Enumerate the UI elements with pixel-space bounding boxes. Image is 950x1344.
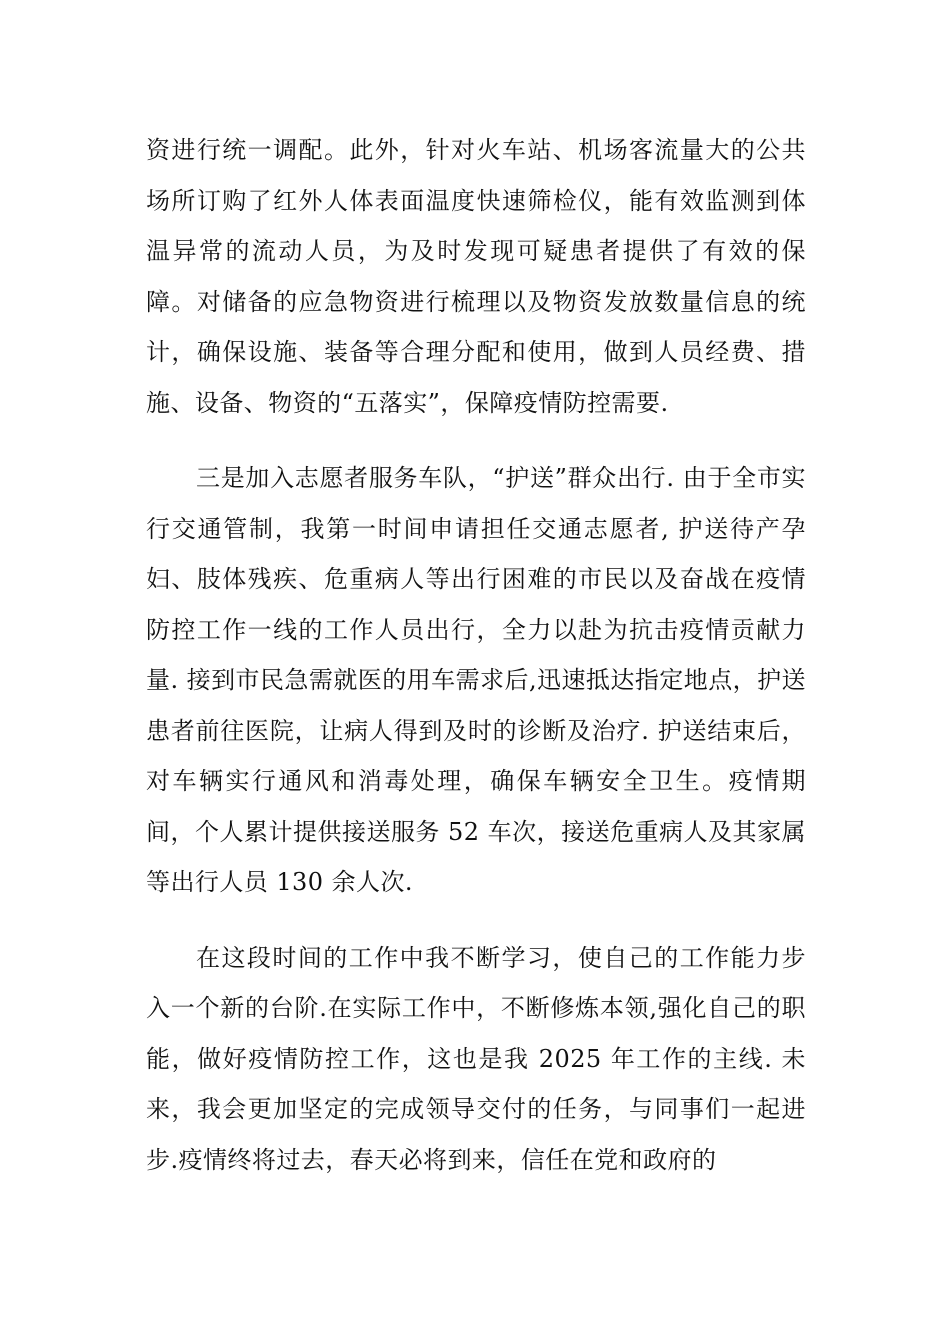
- paragraph-conclusion: 在这段时间的工作中我不断学习，使自己的工作能力步入一个新的台阶.在实际工作中，不断修炼本领,强化自己的职能，做好疫情防控工作，这也是我 2025 年工作的主线. 未来，我会更加坚定的完成领导交付的任务，与同事们一起进步.疫情终将过去，春天必将到来，信任在党和政府的: [146, 943, 806, 1174]
- paragraph-volunteer-service: 三是加入志愿者服务车队，“护送”群众出行. 由于全市实行交通管制，我第一时间申请担任交通志愿者, 护送待产孕妇、肢体残疾、危重病人等出行困难的市民以及奋战在疫情防控工作一线的工作人员出行，全力以赴为抗击疫情贡献力量. 接到市民急需就医的用车需求后,迅速抵达指定地点，护送患者前往医院，让病人得到及时的诊断及治疗. 护送结束后，对车辆实行通风和消毒处理，确保车辆安全卫生。疫情期间，个人累计提供接送服务 52 车次，接送危重病人及其家属等出行人员 130 余人次.: [146, 464, 806, 896]
- paragraph-continuation: 资进行统一调配。此外，针对火车站、机场客流量大的公共场所订购了红外人体表面温度快速筛检仪，能有效监测到体温异常的流动人员，为及时发现可疑患者提供了有效的保障。对储备的应急物资进行梳理以及物资发放数量信息的统计，确保设施、装备等合理分配和使用，做到人员经费、措施、设备、物资的“五落实”，保障疫情防控需要.: [146, 136, 806, 417]
- document-body: [146, 125, 806, 1185]
